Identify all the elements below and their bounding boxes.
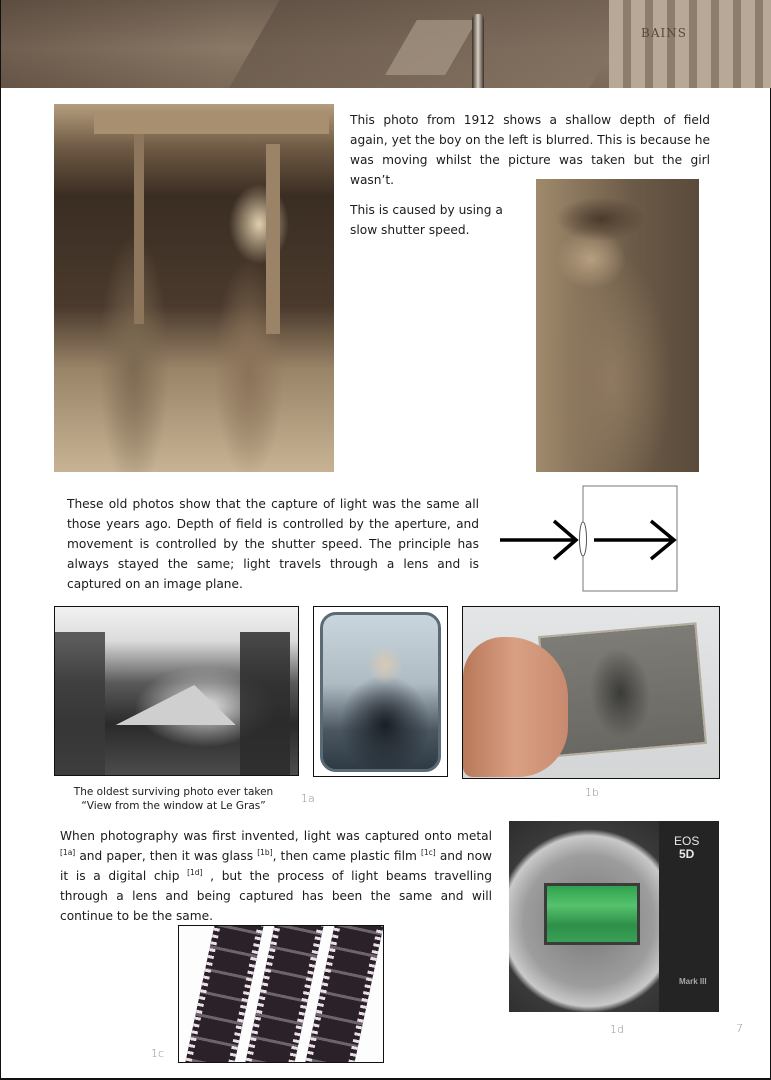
- photo-view-from-window-le-gras: [54, 606, 299, 776]
- camera-model-line-2: 5D: [679, 847, 695, 861]
- ref-1c: [1c]: [420, 848, 436, 857]
- photo-children-1912: [54, 104, 334, 472]
- text-part: and paper, then it was glass: [75, 849, 258, 863]
- photo-detail-post: [134, 134, 144, 324]
- photo-detail-wall: [55, 632, 105, 776]
- ref-1d: [1d]: [187, 868, 203, 877]
- label-1b: 1b: [585, 786, 599, 799]
- photo-detail-post: [266, 144, 280, 334]
- camera-model-label: [674, 835, 699, 861]
- incoming-arrow-icon: [500, 521, 576, 559]
- camera-mark-label: Mark III: [679, 977, 707, 986]
- photo-glass-plate-dog: [462, 606, 720, 779]
- paragraph-capture-of-light: These old photos show that the capture of light was the same all those years ago. Depth of field is controlled by the aperture, and movement is controlled by the shutter speed. The principle has always stayed the same; light travels through a lens and is captured on an image plane.: [67, 497, 479, 591]
- text-part: and now it is a digital chip: [60, 849, 493, 883]
- photo-detail-roof: [116, 685, 255, 725]
- outgoing-arrow-icon: [594, 521, 674, 559]
- label-1c: 1c: [151, 1047, 165, 1060]
- photo-detail-wall: [240, 632, 290, 776]
- lens-diagram: [496, 483, 686, 593]
- paragraph-slow-shutter: This is caused by using a slow shutter speed.: [350, 203, 503, 237]
- text-part: When photography was first invented, light was captured onto metal: [60, 829, 492, 843]
- photo-detail-roof: [94, 112, 329, 134]
- caption-line-2: “View from the window at Le Gras”: [81, 800, 266, 812]
- photo-film-strips: [178, 925, 384, 1063]
- photo-digital-camera-sensor: [509, 821, 719, 1012]
- ref-1a: [1a]: [60, 848, 76, 857]
- banner-lamp-post: [472, 14, 484, 88]
- camera-model-line-1: EOS: [674, 834, 700, 848]
- label-1d: 1d: [610, 1023, 624, 1036]
- daguerreotype-plate: [320, 612, 441, 772]
- header-banner-image: [1, 0, 771, 88]
- caption-line-1: The oldest surviving photo ever taken: [73, 786, 274, 798]
- banner-building-sign: BAINS: [641, 26, 687, 40]
- text-part: , but the process of light beams travelling through a lens and being captured has been the same and will continue to be the same.: [60, 869, 492, 923]
- banner-building: [609, 0, 771, 88]
- ref-1b: [1b]: [257, 848, 273, 857]
- page-number: 7: [736, 1022, 743, 1035]
- camera-sensor: [544, 883, 640, 945]
- paragraph-1912-photo: This photo from 1912 shows a shallow depth of field again, yet the boy on the left is blurred. This is because he was moving whilst the picture was taken but the girl wasn’t.: [350, 113, 710, 187]
- hand-holding-plate: [463, 637, 568, 777]
- text-part: , then came plastic film: [272, 849, 421, 863]
- paragraph-history-of-capture: [60, 826, 492, 926]
- lens-icon: [580, 522, 587, 556]
- caption-oldest-photo: [56, 785, 291, 813]
- photo-blurred-boy-crop: [536, 179, 699, 472]
- photo-daguerreotype-portrait: [313, 606, 448, 777]
- label-1a: 1a: [301, 792, 315, 805]
